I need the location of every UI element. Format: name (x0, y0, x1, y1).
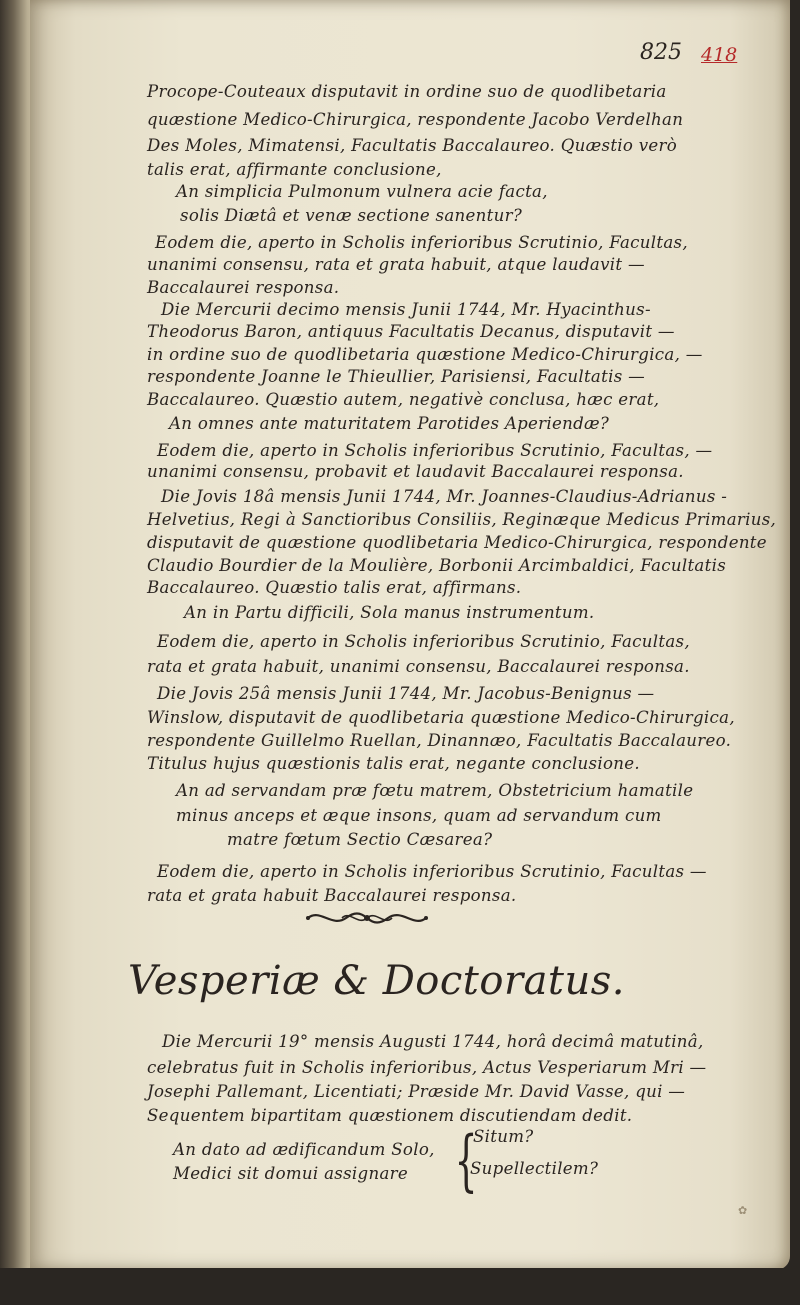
text-line: Die Jovis 18â mensis Junii 1744, Mr. Joannes-Claudius-Adrianus - (161, 487, 728, 506)
text-line: Eodem die, aperto in Scholis inferioribus Scrutinio, Facultas, — (157, 441, 713, 460)
text-line: Die Mercurii 19° mensis Augusti 1744, horâ decimâ matutinâ, (162, 1032, 704, 1051)
text-line: Die Mercurii decimo mensis Junii 1744, Mr. Hyacinthus- (161, 300, 651, 319)
text-line: Baccalaureo. Quæstio talis erat, affirmans. (147, 578, 522, 597)
folio-number: 418 (701, 44, 738, 66)
text-line: celebratus fuit in Scholis inferioribus, Actus Vesperiarum Mri — (147, 1058, 707, 1077)
text-line: Winslow, disputavit de quodlibetaria quæstione Medico-Chirurgica, (147, 708, 735, 727)
text-line: An ad servandam præ fœtu matrem, Obstetricium hamatile (176, 781, 694, 800)
text-line: talis erat, affirmante conclusione, (147, 160, 442, 179)
page-number: 825 (640, 40, 682, 65)
text-line: Sequentem bipartitam quæstionem discutiendam dedit. (147, 1106, 633, 1125)
text-line: Situm? (473, 1127, 534, 1146)
text-line: Supellectilem? (470, 1159, 599, 1178)
text-line: Eodem die, aperto in Scholis inferioribus Scrutinio, Facultas — (157, 862, 707, 881)
library-stamp-icon: ✿ (738, 1204, 748, 1217)
text-line: An in Partu difficili, Sola manus instrumentum. (184, 603, 595, 622)
text-line: Procope-Couteaux disputavit in ordine suo de quodlibetaria (147, 82, 667, 101)
flourish-ornament-icon (302, 906, 432, 930)
text-line: Titulus hujus quæstionis talis erat, negante conclusione. (147, 754, 640, 773)
facing-page-edge (0, 0, 34, 1305)
text-line: in ordine suo de quodlibetaria quæstione Medico-Chirurgica, — (147, 345, 703, 364)
text-line: unanimi consensu, probavit et laudavit Baccalaurei responsa. (147, 462, 684, 481)
text-line: An dato ad ædificandum Solo, (173, 1140, 435, 1159)
text-line: rata et grata habuit, unanimi consensu, Baccalaurei responsa. (147, 657, 690, 676)
text-line: Eodem die, aperto in Scholis inferioribus Scrutinio, Facultas, (157, 632, 690, 651)
text-line: Eodem die, aperto in Scholis inferioribus Scrutinio, Facultas, (155, 233, 688, 252)
text-line: matre fœtum Sectio Cæsarea? (227, 830, 493, 849)
text-line: An simplicia Pulmonum vulnera acie facta, (176, 182, 548, 201)
text-line: Die Jovis 25â mensis Junii 1744, Mr. Jacobus-Benignus — (157, 684, 655, 703)
text-line: Baccalaurei responsa. (147, 278, 340, 297)
text-line: Baccalaureo. Quæstio autem, negativè conclusa, hæc erat, (147, 390, 660, 409)
text-line: Des Moles, Mimatensi, Facultatis Baccalaureo. Quæstio verò (147, 136, 678, 155)
text-line: Theodorus Baron, antiquus Facultatis Decanus, disputavit — (147, 322, 675, 341)
book-cover-edge (0, 1268, 800, 1305)
brace-mark: { (454, 1122, 478, 1199)
text-line: quæstione Medico-Chirurgica, respondente Jacobo Verdelhan (147, 110, 684, 129)
text-line: rata et grata habuit Baccalaurei responsa. (147, 886, 517, 905)
text-line: respondente Guillelmo Ruellan, Dinannæo, Facultatis Baccalaureo. (147, 731, 732, 750)
text-line: Josephi Pallemant, Licentiati; Præside Mr. David Vasse, qui — (147, 1082, 686, 1101)
section-heading: Vesperiæ & Doctoratus. (128, 958, 625, 1004)
text-line: respondente Joanne le Thieullier, Parisiensi, Facultatis — (147, 367, 645, 386)
text-line: An omnes ante maturitatem Parotides Aperiendæ? (169, 414, 610, 433)
text-line: Medici sit domui assignare (173, 1164, 408, 1183)
text-line: Claudio Bourdier de la Moulière, Borbonii Arcimbaldici, Facultatis (147, 556, 727, 575)
text-line: disputavit de quæstione quodlibetaria Medico-Chirurgica, respondente (147, 533, 767, 552)
text-line: minus anceps et æque insons, quam ad servandum cum (176, 806, 662, 825)
text-line: unanimi consensu, rata et grata habuit, atque laudavit — (147, 255, 645, 274)
text-line: Helvetius, Regi à Sanctioribus Consiliis, Reginæque Medicus Primarius, (147, 510, 777, 529)
text-line: solis Diætâ et venæ sectione sanentur? (180, 206, 523, 225)
